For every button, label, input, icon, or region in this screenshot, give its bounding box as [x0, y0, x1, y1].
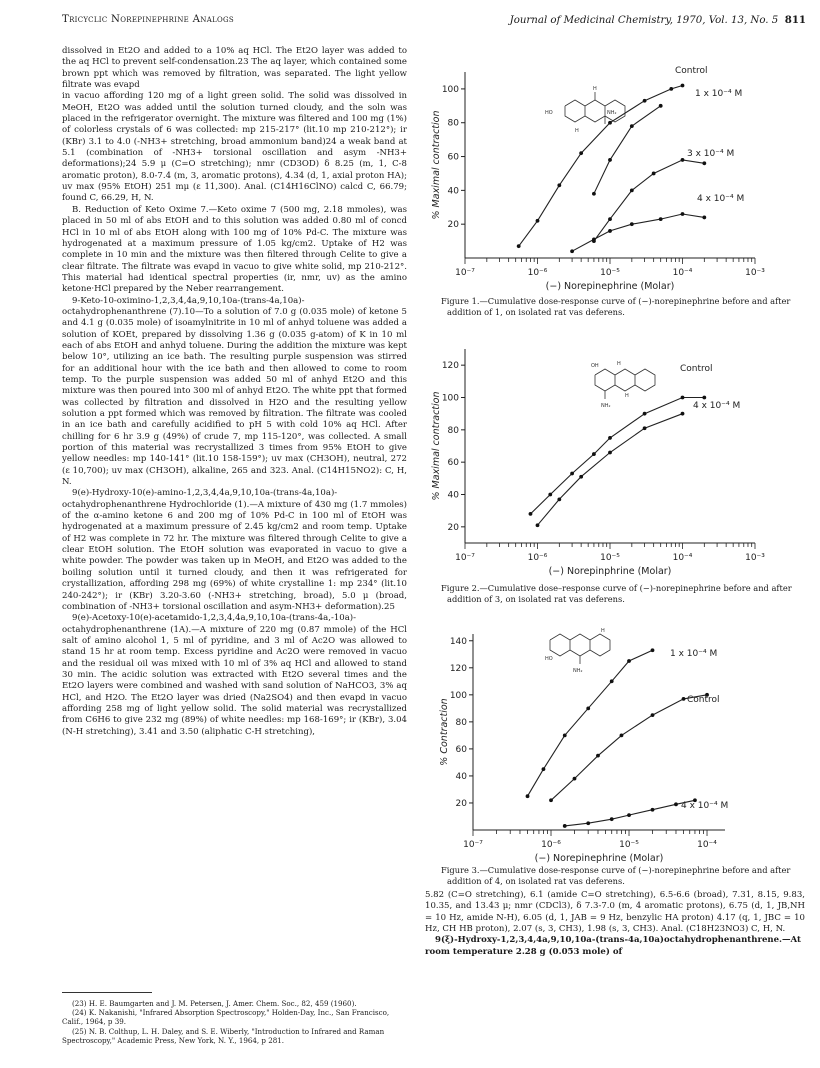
x-tick-label: 10⁻³ — [745, 268, 765, 278]
data-point — [630, 188, 634, 192]
data-point — [517, 244, 521, 248]
y-tick-label: 80 — [447, 425, 459, 436]
running-head-journal — [510, 14, 806, 26]
data-point — [608, 158, 612, 162]
left-text-column — [62, 46, 407, 738]
data-point — [586, 706, 590, 710]
data-point — [651, 713, 655, 717]
paragraph: 9(e)-Hydroxy-10(e)-amino-1,2,3,4,4a,9,10,10a-(trans-4a,10a)-octahydrophenanthrene Hydrochloride (1).—A mixture of 430 mg (1.7 mmoles) of the α-amino ketone 6 and 200 mg of 10% Pd-C in 100 ml of EtOH was hydrogenated at a maximum pressure of 2.45 kg/cm2 and room temp. Uptake of H2 was complete in 72 hr. The mixture was filtered through Celite to give a clear EtOH solution. The EtOH solution was evaporated in vacuo to give a white powder. The powder was taken up in MeOH, and Et2O was added to the boiling solution until it turned cloudy, and then it was refrigerated for crystallization, affording 298 mg (69%) of white crystalline 1: mp 234° (lit.10 240-242°); ir (KBr) 3.20-3.60 (-NH3+ stretching, broad), 5.0 μ (broad, combination of -NH3+ torsional oscillation and asym-NH3+ deformation).25 — [62, 488, 407, 612]
svg-text:NH₂: NH₂ — [607, 110, 617, 116]
series-label: 1 x 10⁻⁴ M — [695, 89, 743, 99]
y-tick-label: 40 — [455, 771, 467, 782]
svg-text:NH₂: NH₂ — [573, 668, 583, 674]
data-point — [529, 512, 533, 516]
x-tick-label: 10⁻⁶ — [527, 268, 548, 278]
y-tick-label: 80 — [447, 118, 459, 129]
footnote: (25) N. B. Colthup, L. H. Daley, and S. E. Wiberly, "Introduction to Infrared and Raman Spectroscopy," Academic Press, New York, N. Y., 1964, p 281. — [62, 1026, 385, 1045]
structure-drawing — [550, 634, 610, 664]
data-point — [586, 821, 590, 825]
data-point — [681, 212, 685, 216]
data-point — [681, 84, 685, 88]
data-point — [669, 87, 673, 91]
svg-text:HO: HO — [545, 656, 553, 662]
paragraph: in vacuo affording 120 mg of a light green solid. The solid was dissolved in MeOH, Et2O was added until the solution turned cloudy, and the soln was placed in the refrigerator overnight. The mixture was filtered and 100 mg (1%) of colorless crystals of 6 was collected: mp 215-217° (lit.10 mp 210-212°); ir (KBr) 3.1 to 4.0 (-NH3+ stretching, broad ammonium band)24 a weak band at 5.1 (combination of -NH3+ torsional oscillation and asym -NH3+ deformations);24 5.9 μ (C=O stretching); nmr (CD3OD) δ 8.25 (m, 1, C-8 aromatic proton), 8.0-7.4 (m, 3, aromatic protons), 4.34 (d, 1, axial proton HA); uv max (95% EtOH) 251 mμ (ε 11,300). Anal. (C14H16ClNO) calcd C, 66.79; found C, 66.29, H, N. — [62, 91, 407, 204]
data-point — [608, 121, 612, 125]
x-tick-label: 10⁻⁵ — [619, 840, 639, 850]
x-tick-label: 10⁻⁵ — [600, 268, 620, 278]
footnotes — [62, 999, 407, 1045]
data-point — [548, 493, 552, 497]
y-tick-label: 100 — [449, 690, 467, 701]
y-tick-label: 80 — [455, 717, 467, 728]
data-point — [536, 523, 540, 527]
x-tick-label: 10⁻⁶ — [527, 553, 548, 563]
data-point — [681, 412, 685, 416]
y-tick-label: 100 — [441, 84, 459, 95]
paragraph: B. Reduction of Keto Oxime 7.—Keto oxime 7 (500 mg, 2.18 mmoles), was placed in 50 ml of abs EtOH and to this solution was added 0.80 ml of concd HCl in 10 ml of abs EtOH along with 100 mg of 10% Pd-C. The mixture was hydrogenated at a maximum pressure of 1.05 kg/cm2. Uptake of H2 was complete in 10 min and the mixture was then filtered through Celite to give a clear filtrate. The filtrate was evapd in vacuo to give white solid, mp 210-212°. This material had identical spectral properties (ir, nmr, uv) as the amino ketone·HCl prepared by the Neber rearrangement. — [62, 204, 407, 295]
series-label: 1 x 10⁻⁴ M — [670, 649, 718, 659]
svg-text:H: H — [593, 86, 597, 92]
x-axis-label: (−) Norepinephrine (Molar) — [545, 281, 675, 292]
series-label: Control — [680, 364, 713, 374]
series-line — [594, 106, 661, 194]
y-axis-label: % Maximal contraction — [431, 110, 442, 220]
series-label: 4 x 10⁻⁴ M — [681, 801, 729, 811]
figure-2-caption: Figure 2.—Cumulative dose–response curve of (−)-norepinephrine before and after addition of 3, on isolated rat vas deferens. — [441, 583, 792, 604]
series-label: Control — [687, 695, 720, 705]
series-line — [519, 86, 683, 247]
svg-text:H: H — [575, 128, 579, 134]
x-tick-label: 10⁻⁴ — [672, 268, 693, 278]
data-point — [682, 697, 686, 701]
data-point — [643, 426, 647, 430]
data-point — [627, 659, 631, 663]
paragraph: 5.82 (C=O stretching), 6.1 (amide C=O stretching), 6.5-6.6 (broad), 7.31, 8.15, 9.83, 10.35, and 13.43 μ; nmr (CDCl3), δ 7.3-7.0 (m, 4 aromatic protons), 6.75 (d, 1, JB,NH = 10 Hz, amide N-H), 6.05 (d, 1, JAB = 9 Hz, benzylic HA proton) 4.17 (q, 1, JBC = 10 Hz, CH HB proton), 2.07 (s, 3, CH3), 1.98 (s, 3, CH3). Anal. (C18H23NO3) C, H, N. — [425, 890, 805, 935]
data-point — [620, 733, 624, 737]
y-tick-label: 120 — [441, 361, 459, 372]
svg-text:H: H — [601, 628, 605, 634]
series-line — [594, 160, 704, 241]
data-point — [526, 794, 530, 798]
figure-2-chart — [425, 335, 810, 583]
data-point — [563, 824, 567, 828]
figure-3 — [425, 620, 810, 886]
footnote: (23) H. E. Baumgarten and J. M. Petersen, J. Amer. Chem. Soc., 82, 459 (1960). — [72, 999, 357, 1008]
data-point — [608, 436, 612, 440]
data-point — [608, 229, 612, 233]
data-point — [573, 777, 577, 781]
figure-1 — [425, 58, 810, 317]
x-axis-label: (−) Norepinephrine (Molar) — [534, 853, 664, 864]
right-text-column — [425, 890, 805, 958]
y-axis-label: % Maximal contraction — [431, 391, 442, 501]
data-point — [596, 754, 600, 758]
x-tick-label: 10⁻⁵ — [600, 553, 620, 563]
x-tick-label: 10⁻⁶ — [541, 840, 561, 850]
data-point — [659, 104, 663, 108]
data-point — [610, 817, 614, 821]
data-point — [681, 396, 685, 400]
data-point — [608, 217, 612, 221]
y-tick-label: 60 — [447, 152, 459, 163]
paragraph: 9(ξ)-Hydroxy-1,2,3,4,4a,9,10,10a-(trans-4a,10a)octahydrophenanthrene.—At room temperature 2.28 g (0.053 mole) of — [425, 935, 801, 957]
x-tick-label: 10⁻⁷ — [455, 268, 475, 278]
y-tick-label: 60 — [447, 458, 459, 469]
y-axis-label: % Contraction — [439, 698, 450, 766]
series-line — [551, 695, 707, 801]
data-point — [643, 412, 647, 416]
data-point — [659, 217, 663, 221]
svg-text:OH: OH — [591, 363, 599, 369]
data-point — [674, 802, 678, 806]
footnote-rule — [62, 992, 152, 993]
y-tick-label: 40 — [447, 186, 459, 197]
data-point — [610, 679, 614, 683]
data-point — [651, 808, 655, 812]
data-point — [608, 451, 612, 455]
svg-text:HO: HO — [545, 110, 553, 116]
footnote: (24) K. Nakanishi, "Infrared Absorption Spectroscopy," Holden-Day, Inc., San Francisco, Calif., 1964, p 39. — [62, 1008, 390, 1027]
y-tick-label: 40 — [447, 490, 459, 501]
paragraph: 9(e)-Acetoxy-10(e)-acetamido-1,2,3,4,4a,9,10,10a-(trans-4a,-10a)-octahydrophenanthrene (1A).—A mixture of 220 mg (0.87 mmole) of the HCl salt of amino alcohol 1, 5 ml of pyridine, and 3 ml of Ac2O was allowed to stand 15 hr at room temp. Excess pyridine and Ac2O were removed in vacuo and the residual oil was mixed with 10 ml of 3% aq HCl and allowed to stand 30 min. The acidic solution was extracted with Et2O several times and the Et2O layers were combined and washed with sand solution of NaHCO3, 3% aq HCl, and H2O. The Et2O layer was dried (Na2SO4) and then evapd in vacuo affording 258 mg of light yellow solid. The solid material was recrystallized from C6H6 to give 232 mg (89%) of white needles: mp 168-169°; ir (KBr), 3.04 (N-H stretching), 3.41 and 3.50 (aliphatic C-H stretching), — [62, 613, 407, 737]
data-point — [702, 396, 706, 400]
data-point — [579, 151, 583, 155]
figure-3-chart — [425, 620, 810, 865]
figure-3-caption: Figure 3.—Cumulative dose-response curve of (−)-norepinephrine before and after addition of 4, on isolated rat vas deferens. — [441, 865, 791, 886]
paragraph: 9-Keto-10-oximino-1,2,3,4,4a,9,10,10a-(trans-4a,10a)-octahydrophenanthrene (7).10—To a solution of 7.0 g (0.035 mole) of ketone 5 and 4.1 g (0.035 mole) of isoamylnitrite in 10 ml of anhyd toluene was added a solution of KOEt, prepared by dissolving 1.36 g (0.035 g-atom) of K in 10 ml each of abs EtOH and anhyd toluene. During the addition the mixture was kept below 10°, utilizing an ice bath. The resulting purple suspension was stirred for an additional hour with the ice bath and then allowed to come to room temp. To the purple suspension was added 50 ml of anhyd Et2O and this mixture was then poured into 300 ml of anhyd Et2O. The white ppt that formed was collected by filtration and dissolved in H2O and the resulting yellow solution a ppt formed which was removed by filtration. The filtrate was cooled in an ice bath and carefully acidified to pH 5 with cold 10% aq HCl. After chilling for 6 hr 3.9 g (49%) of crude 7, mp 115-120°, was collected. A small portion of this material was recrystallized 3 times from 95% EtOH to give yellow needles: mp 140-141° (lit.10 158-159°); uv max (CH3OH), neutral, 272 (ε 10,700); uv max (CH3OH), alkaline, 265 and 323. Anal. (C14H15NO2): C, H, N. — [62, 295, 408, 488]
data-point — [592, 192, 596, 196]
x-tick-label: 10⁻⁴ — [697, 840, 717, 850]
data-point — [627, 813, 631, 817]
svg-text:H: H — [617, 361, 621, 367]
x-tick-label: 10⁻⁷ — [455, 553, 475, 563]
y-tick-label: 20 — [455, 798, 467, 809]
data-point — [702, 216, 706, 220]
svg-text:NH₂: NH₂ — [601, 403, 611, 409]
data-point — [592, 452, 596, 456]
data-point — [630, 124, 634, 128]
data-point — [563, 733, 567, 737]
data-point — [643, 99, 647, 103]
x-tick-label: 10⁻⁷ — [463, 840, 483, 850]
data-point — [592, 238, 596, 242]
data-point — [652, 172, 656, 176]
y-tick-label: 60 — [455, 744, 467, 755]
data-point — [630, 222, 634, 226]
series-label: 4 x 10⁻⁴ M — [697, 194, 745, 204]
data-point — [570, 249, 574, 253]
series-line — [538, 414, 683, 526]
paragraph: dissolved in Et2O and added to a 10% aq HCl. The Et2O layer was added to the aq HCl to prevent self-condensation.23 The aq layer, which contained some brown ppt which was removed by filtration, was separated. The light yellow filtrate was evapd — [62, 46, 407, 91]
data-point — [702, 161, 706, 165]
running-head-title: Tricyclic Norepinephrine Analogs — [62, 14, 235, 25]
data-point — [681, 158, 685, 162]
figure-1-caption: Figure 1.—Cumulative dose-response curve of (−)-norepinephrine before and after addition of 1, on isolated rat vas deferens. — [441, 296, 791, 317]
x-axis-label: (−) Norepinphrine (Molar) — [548, 566, 672, 577]
svg-text:H: H — [625, 393, 629, 399]
x-tick-label: 10⁻⁴ — [672, 553, 693, 563]
series-line — [572, 214, 704, 251]
series-label: 3 x 10⁻⁴ M — [687, 149, 735, 159]
data-point — [579, 475, 583, 479]
series-label: Control — [675, 66, 708, 76]
series-line — [528, 650, 653, 796]
y-tick-label: 20 — [447, 220, 459, 231]
page-number: 811 — [784, 14, 806, 26]
figure-1-chart — [425, 58, 810, 296]
y-tick-label: 100 — [441, 393, 459, 404]
y-tick-label: 140 — [449, 636, 467, 647]
data-point — [542, 767, 546, 771]
data-point — [570, 472, 574, 476]
data-point — [549, 798, 553, 802]
y-tick-label: 20 — [447, 522, 459, 533]
series-label: 4 x 10⁻⁴ M — [693, 401, 741, 411]
data-point — [536, 219, 540, 223]
x-tick-label: 10⁻³ — [745, 553, 765, 563]
y-tick-label: 120 — [449, 663, 467, 674]
data-point — [557, 497, 561, 501]
journal-citation: Journal of Medicinal Chemistry, 1970, Vol. 13, No. 5 — [509, 15, 779, 26]
data-point — [557, 183, 561, 187]
data-point — [651, 648, 655, 652]
figure-2 — [425, 335, 810, 604]
